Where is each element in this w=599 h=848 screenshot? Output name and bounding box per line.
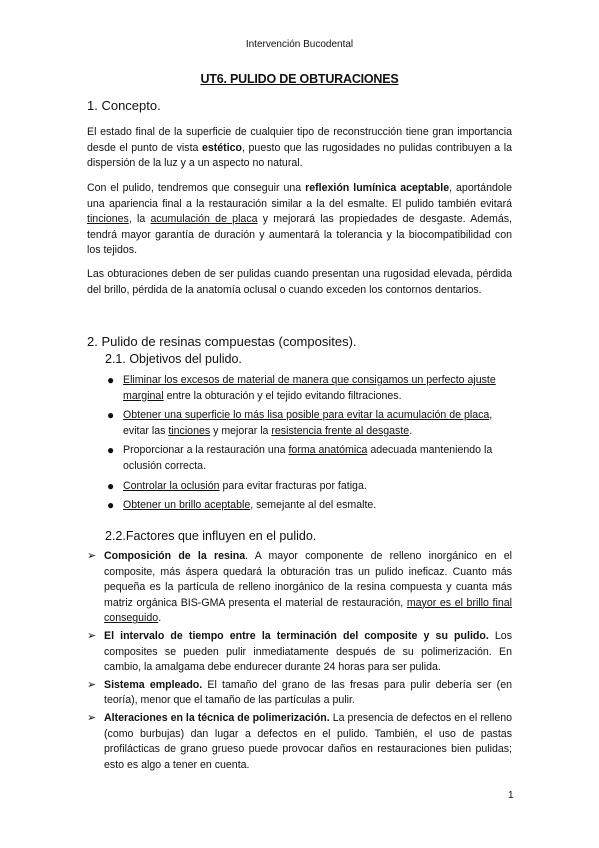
list-item: ➢ El intervalo de tiempo entre la terminación del composite y su pulido. Los composites se pueden pulir inmediatamente después de su polimerización. En cambio, la amalgama debe endurecer durante 24 horas para ser pulida. <box>87 629 512 674</box>
list-item: ➢ Sistema empleado. El tamaño del grano de las fresas para pulir debería ser (en teoría), menor que el tamaño de las partículas a pulir. <box>87 678 512 707</box>
list-item: ● Proporcionar a la restauración una forma anatómica adecuada manteniendo la oclusión correcta. <box>107 443 493 472</box>
subsection-2-2-heading: 2.2.Factores que influyen en el pulido. <box>105 529 317 543</box>
bullet-icon: ● <box>107 408 115 423</box>
list-item: ● Obtener una superficie lo más lisa posible para evitar la acumulación de placa, evitar las tinciones y mejorar la resistencia frente al desgaste. <box>107 408 493 437</box>
list-item: ➢ Composición de la resina. A mayor componente de relleno inorgánico en el composite, más áspera quedará la obturación tras un pulido ineficaz. Cuanto más pequeña es la partícula de relleno inorgánico de la resina compuesta y cuanta más matriz orgánica BIS-GMA presenta el material de restauración, mayor es el brillo final conseguido. <box>87 550 512 625</box>
factors-list <box>87 549 512 775</box>
bullet-icon: ● <box>107 478 115 493</box>
paragraph-2: Con el pulido, tendremos que conseguir una reflexión lumínica aceptable, aportándole una apariencia final a la restauración similar a la del esmalte. El pulido también evitará tinciones, la acumulación de placa y mejorará las propiedades de desgaste. Además, tendrá mayor garantía de duración y aumentará la tolerancia y la biocompatibilidad con los tejidos. <box>87 182 513 257</box>
objectives-list <box>105 373 512 518</box>
subsection-2-1-heading: 2.1. Objetivos del pulido. <box>105 352 242 366</box>
section-1-heading: 1. Concepto. <box>87 98 161 113</box>
bullet-icon: ● <box>107 373 115 387</box>
paragraph-3: Las obturaciones deben de ser pulidas cuando presentan una rugosidad elevada, pérdida del brillo, pérdida de la anatomía oclusal o cuando exceden los contornos dentarios. <box>87 268 512 296</box>
document-title: UT6. PULIDO DE OBTURACIONES <box>200 72 399 86</box>
list-item: ● Eliminar los excesos de material de manera que consigamos un perfecto ajuste marginal entre la obturación y el tejido evitando filtraciones. <box>107 373 496 402</box>
list-item: ● Controlar la oclusión para evitar fracturas por fatiga. <box>107 478 367 493</box>
bullet-icon: ● <box>107 443 115 458</box>
list-item: ● Obtener un brillo aceptable, semejante al del esmalte. <box>107 498 377 513</box>
paragraph-1: El estado final de la superficie de cualquier tipo de reconstrucción tiene gran importancia desde el punto de vista estético, puesto que las rugosidades no pulidas contribuyen a la dispersión de la luz y a un aspecto no natural. <box>87 126 513 170</box>
arrow-bullet-icon: ➢ <box>87 711 97 724</box>
arrow-bullet-icon: ➢ <box>87 629 97 642</box>
bullet-icon: ● <box>107 498 115 513</box>
arrow-bullet-icon: ➢ <box>87 550 97 562</box>
arrow-bullet-icon: ➢ <box>87 678 97 691</box>
section-2-heading: 2. Pulido de resinas compuestas (composites). <box>87 334 357 349</box>
list-item: ➢ Alteraciones en la técnica de polimerización. La presencia de defectos en el relleno (como burbujas) dan lugar a defectos en el pulido. También, el uso de pastas profilácticas de grano grueso puede provocar daños en restauraciones bien pulidas; esto es algo a tener en cuenta. <box>87 711 513 771</box>
running-header: Intervención Bucodental <box>245 39 354 50</box>
page-number: 1 <box>508 790 514 801</box>
